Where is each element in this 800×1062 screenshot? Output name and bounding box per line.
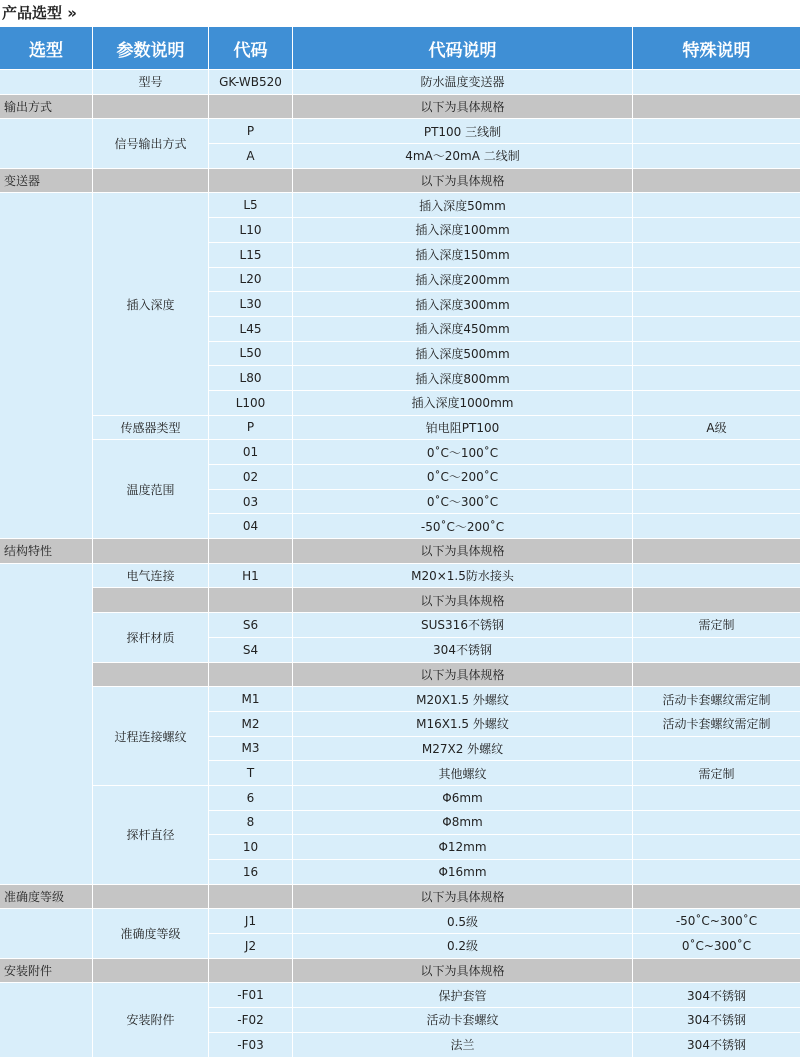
table-row xyxy=(0,983,800,1008)
param-label: 信号输出方式 xyxy=(93,119,209,168)
param-label: 探杆直径 xyxy=(93,786,209,885)
param-cell xyxy=(93,539,209,564)
code-cell: 10 xyxy=(209,835,293,860)
special-note xyxy=(633,292,800,317)
code-cell xyxy=(209,95,293,120)
code-cell: J1 xyxy=(209,909,293,934)
code-description: 4mA～20mA 二线制 xyxy=(293,144,633,169)
code-cell: S4 xyxy=(209,638,293,663)
table-row xyxy=(0,564,800,589)
header-parameter: 参数说明 xyxy=(93,27,209,70)
selection-cell xyxy=(0,193,93,539)
product-selection-table xyxy=(0,27,800,1058)
header-selection: 选型 xyxy=(0,27,93,70)
param-label: 温度范围 xyxy=(93,440,209,539)
code-description: 插入深度50mm xyxy=(293,193,633,218)
code-description: Φ12mm xyxy=(293,835,633,860)
special-note xyxy=(633,663,800,688)
selection-cell xyxy=(0,564,93,885)
table-row xyxy=(0,193,800,218)
section-label: 安装附件 xyxy=(0,959,93,984)
table-row xyxy=(0,416,800,441)
param-label: 过程连接螺纹 xyxy=(93,687,209,786)
code-description: 法兰 xyxy=(293,1033,633,1058)
code-description: 铂电阻PT100 xyxy=(293,416,633,441)
param-cell xyxy=(93,95,209,120)
code-cell: -F03 xyxy=(209,1033,293,1058)
special-note: 需定制 xyxy=(633,761,800,786)
code-cell: A xyxy=(209,144,293,169)
code-cell xyxy=(209,885,293,910)
code-description: Φ8mm xyxy=(293,811,633,836)
code-cell: 8 xyxy=(209,811,293,836)
param-label: 准确度等级 xyxy=(93,909,209,958)
code-description: 插入深度300mm xyxy=(293,292,633,317)
special-note xyxy=(633,786,800,811)
spec-header: 以下为具体规格 xyxy=(293,588,633,613)
code-description: 0˚C～300˚C xyxy=(293,490,633,515)
code-cell: GK-WB520 xyxy=(209,70,293,95)
code-description: 0.5级 xyxy=(293,909,633,934)
code-description: 保护套管 xyxy=(293,983,633,1008)
special-note: 需定制 xyxy=(633,613,800,638)
header-special-note: 特殊说明 xyxy=(633,27,800,70)
spec-header: 以下为具体规格 xyxy=(293,95,633,120)
selection-cell xyxy=(0,119,93,168)
special-note xyxy=(633,243,800,268)
special-note: 活动卡套螺纹需定制 xyxy=(633,712,800,737)
code-cell: 6 xyxy=(209,786,293,811)
code-description: M27X2 外螺纹 xyxy=(293,737,633,762)
code-description: M20×1.5防水接头 xyxy=(293,564,633,589)
code-cell: P xyxy=(209,119,293,144)
section-row xyxy=(0,539,800,564)
code-cell: M1 xyxy=(209,687,293,712)
code-cell: 04 xyxy=(209,514,293,539)
special-note xyxy=(633,885,800,910)
code-cell: L15 xyxy=(209,243,293,268)
code-cell: L45 xyxy=(209,317,293,342)
code-cell: S6 xyxy=(209,613,293,638)
param-label: 传感器类型 xyxy=(93,416,209,441)
selection-cell xyxy=(0,70,93,95)
param-cell xyxy=(93,663,209,688)
section-label: 变送器 xyxy=(0,169,93,194)
code-cell: -F01 xyxy=(209,983,293,1008)
special-note xyxy=(633,811,800,836)
section-label: 结构特性 xyxy=(0,539,93,564)
special-note: -50˚C~300˚C xyxy=(633,909,800,934)
code-cell: L30 xyxy=(209,292,293,317)
code-cell xyxy=(209,663,293,688)
special-note xyxy=(633,218,800,243)
special-note xyxy=(633,342,800,367)
table-row xyxy=(0,119,800,144)
spec-header: 以下为具体规格 xyxy=(293,885,633,910)
table-row xyxy=(0,909,800,934)
code-description: 插入深度800mm xyxy=(293,366,633,391)
param-label: 插入深度 xyxy=(93,193,209,415)
code-description: M16X1.5 外螺纹 xyxy=(293,712,633,737)
special-note: 0˚C~300˚C xyxy=(633,934,800,959)
special-note xyxy=(633,539,800,564)
code-description: SUS316不锈钢 xyxy=(293,613,633,638)
code-cell: 03 xyxy=(209,490,293,515)
special-note xyxy=(633,70,800,95)
code-cell xyxy=(209,959,293,984)
code-description: Φ6mm xyxy=(293,786,633,811)
special-note xyxy=(633,391,800,416)
special-note xyxy=(633,169,800,194)
code-description: 插入深度100mm xyxy=(293,218,633,243)
special-note xyxy=(633,588,800,613)
special-note xyxy=(633,835,800,860)
code-description: 插入深度450mm xyxy=(293,317,633,342)
header-code: 代码 xyxy=(209,27,293,70)
special-note xyxy=(633,959,800,984)
spec-header: 以下为具体规格 xyxy=(293,663,633,688)
code-description: PT100 三线制 xyxy=(293,119,633,144)
special-note: 活动卡套螺纹需定制 xyxy=(633,687,800,712)
selection-cell xyxy=(0,983,93,1057)
table-row xyxy=(0,440,800,465)
spec-header: 以下为具体规格 xyxy=(293,539,633,564)
code-description: 插入深度1000mm xyxy=(293,391,633,416)
code-cell: L10 xyxy=(209,218,293,243)
code-cell: L50 xyxy=(209,342,293,367)
code-cell xyxy=(209,169,293,194)
table-row xyxy=(0,613,800,638)
code-cell: M2 xyxy=(209,712,293,737)
section-row xyxy=(0,169,800,194)
param-label: 电气连接 xyxy=(93,564,209,589)
code-description: 0.2级 xyxy=(293,934,633,959)
param-label: 安装附件 xyxy=(93,983,209,1057)
selection-cell xyxy=(0,909,93,958)
special-note xyxy=(633,465,800,490)
code-description: 插入深度150mm xyxy=(293,243,633,268)
special-note: 304不锈钢 xyxy=(633,983,800,1008)
subsection-row xyxy=(0,663,800,688)
section-row xyxy=(0,885,800,910)
header-code-description: 代码说明 xyxy=(293,27,633,70)
code-cell xyxy=(209,539,293,564)
code-cell: M3 xyxy=(209,737,293,762)
code-description: Φ16mm xyxy=(293,860,633,885)
special-note xyxy=(633,490,800,515)
param-label: 探杆材质 xyxy=(93,613,209,662)
code-cell: 16 xyxy=(209,860,293,885)
code-description: M20X1.5 外螺纹 xyxy=(293,687,633,712)
page-title: 产品选型 » xyxy=(2,4,77,22)
special-note xyxy=(633,95,800,120)
code-description: 插入深度500mm xyxy=(293,342,633,367)
code-cell: -F02 xyxy=(209,1008,293,1033)
code-description: 插入深度200mm xyxy=(293,268,633,293)
special-note xyxy=(633,564,800,589)
code-cell: L100 xyxy=(209,391,293,416)
special-note xyxy=(633,366,800,391)
special-note xyxy=(633,268,800,293)
code-description: 304不锈钢 xyxy=(293,638,633,663)
table-row xyxy=(0,786,800,811)
special-note xyxy=(633,638,800,663)
code-description: 活动卡套螺纹 xyxy=(293,1008,633,1033)
section-label: 准确度等级 xyxy=(0,885,93,910)
special-note: 304不锈钢 xyxy=(633,1033,800,1058)
param-cell xyxy=(93,588,209,613)
spec-header: 以下为具体规格 xyxy=(293,959,633,984)
code-description: -50˚C～200˚C xyxy=(293,514,633,539)
code-description: 防水温度变送器 xyxy=(293,70,633,95)
spec-header: 以下为具体规格 xyxy=(293,169,633,194)
special-note: 304不锈钢 xyxy=(633,1008,800,1033)
model-row xyxy=(0,70,800,95)
param-cell xyxy=(93,959,209,984)
special-note xyxy=(633,144,800,169)
table-header-row xyxy=(0,27,800,70)
special-note xyxy=(633,860,800,885)
param-cell xyxy=(93,169,209,194)
section-label: 输出方式 xyxy=(0,95,93,120)
param-cell xyxy=(93,885,209,910)
special-note xyxy=(633,737,800,762)
special-note: A级 xyxy=(633,416,800,441)
table-row xyxy=(0,687,800,712)
code-cell: H1 xyxy=(209,564,293,589)
section-row xyxy=(0,959,800,984)
code-cell: P xyxy=(209,416,293,441)
code-cell: T xyxy=(209,761,293,786)
section-row xyxy=(0,95,800,120)
code-cell xyxy=(209,588,293,613)
special-note xyxy=(633,193,800,218)
special-note xyxy=(633,119,800,144)
special-note xyxy=(633,514,800,539)
code-description: 其他螺纹 xyxy=(293,761,633,786)
param-label: 型号 xyxy=(93,70,209,95)
code-cell: L80 xyxy=(209,366,293,391)
special-note xyxy=(633,317,800,342)
code-cell: 01 xyxy=(209,440,293,465)
code-description: 0˚C～200˚C xyxy=(293,465,633,490)
special-note xyxy=(633,440,800,465)
code-cell: L5 xyxy=(209,193,293,218)
subsection-row xyxy=(0,588,800,613)
code-description: 0˚C～100˚C xyxy=(293,440,633,465)
code-cell: L20 xyxy=(209,268,293,293)
table-body xyxy=(0,70,800,1058)
code-cell: J2 xyxy=(209,934,293,959)
code-cell: 02 xyxy=(209,465,293,490)
